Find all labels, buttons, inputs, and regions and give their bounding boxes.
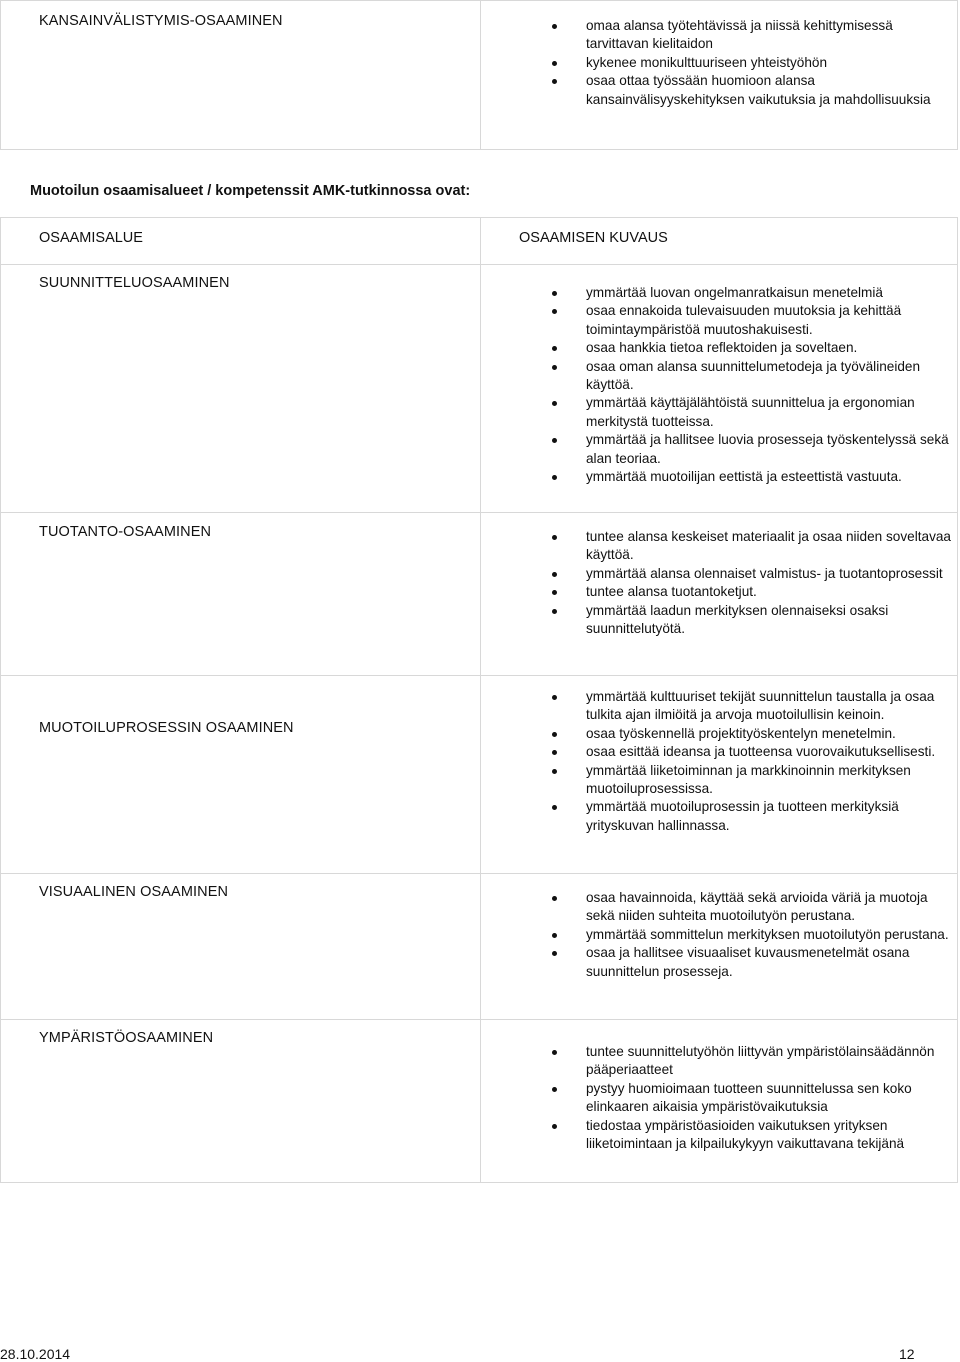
list-item: ymmärtää kulttuuriset tekijät suunnittelun taustalla ja osaa tulkita ajan ilmiöitä ja arvoja muotoilullisin keinoin. xyxy=(546,688,951,725)
area-cell xyxy=(1,676,481,873)
list-item: osaa havainnoida, käyttää sekä arvioida väriä ja muotoja sekä niiden suhteita muotoilutyön perustana. xyxy=(546,889,951,926)
list-item: osaa ennakoida tulevaisuuden muutoksia ja kehittää toimintaympäristöä muutoshakuisesti. xyxy=(546,302,951,339)
list-item: tuntee alansa tuotantoketjut. xyxy=(546,583,951,601)
description-list xyxy=(546,688,951,835)
competence-table xyxy=(0,217,958,1183)
area-cell xyxy=(1,265,481,512)
table-row xyxy=(1,512,957,675)
area-cell xyxy=(1,1,481,149)
list-item: tuntee suunnittelutyöhön liittyvän ympäristölainsäädännön pääperiaatteet xyxy=(546,1043,951,1080)
top-competence-table xyxy=(0,0,958,150)
table-row xyxy=(1,873,957,1019)
description-list xyxy=(546,1043,951,1153)
list-item: osaa oman alansa suunnittelumetodeja ja työvälineiden käyttöä. xyxy=(546,358,951,395)
table-header-row xyxy=(1,218,957,264)
description-list xyxy=(546,528,951,638)
table-row xyxy=(1,1019,957,1182)
area-label: TUOTANTO-OSAAMINEN xyxy=(39,524,212,540)
area-label: SUUNNITTELUOSAAMINEN xyxy=(39,275,230,291)
list-item: omaa alansa työtehtävissä ja niissä kehittymisessä tarvittavan kielitaidon xyxy=(546,17,951,54)
table-row xyxy=(1,264,957,512)
header-cell-area xyxy=(1,218,481,264)
table-row xyxy=(1,675,957,873)
header-label-description: OSAAMISEN KUVAUS xyxy=(519,230,668,246)
footer-date: 28.10.2014 xyxy=(0,1346,71,1362)
area-cell xyxy=(1,874,481,1019)
area-label: MUOTOILUPROSESSIN OSAAMINEN xyxy=(39,720,294,736)
description-list xyxy=(546,889,951,981)
list-item: ymmärtää sommittelun merkityksen muotoilutyön perustana. xyxy=(546,926,951,944)
area-cell xyxy=(1,513,481,675)
list-item: osaa esittää ideansa ja tuotteensa vuorovaikutuksellisesti. xyxy=(546,743,951,761)
list-item: ymmärtää muotoilijan eettistä ja esteettistä vastuuta. xyxy=(546,468,951,486)
list-item: ymmärtää alansa olennaiset valmistus- ja tuotantoprosessit xyxy=(546,565,951,583)
description-list xyxy=(546,17,951,109)
description-list xyxy=(546,284,951,486)
area-label: YMPÄRISTÖOSAAMINEN xyxy=(39,1030,214,1046)
table-row xyxy=(1,1,957,149)
page-number: 12 xyxy=(899,1346,915,1362)
list-item: ymmärtää laadun merkityksen olennaiseksi osaksi suunnittelutyötä. xyxy=(546,602,951,639)
list-item: osaa ottaa työssään huomioon alansa kansainvälisyyskehityksen vaikutuksia ja mahdollisuuksia xyxy=(546,72,951,109)
list-item: ymmärtää liiketoiminnan ja markkinoinnin merkityksen muotoiluprosessissa. xyxy=(546,762,951,799)
list-item: ymmärtää ja hallitsee luovia prosesseja työskentelyssä sekä alan teoriaa. xyxy=(546,431,951,468)
list-item: pystyy huomioimaan tuotteen suunnittelussa sen koko elinkaaren aikaisia ympäristövaikutuksia xyxy=(546,1080,951,1117)
area-cell xyxy=(1,1020,481,1182)
list-item: osaa työskennellä projektityöskentelyn menetelmin. xyxy=(546,725,951,743)
list-item: tuntee alansa keskeiset materiaalit ja osaa niiden soveltavaa käyttöä. xyxy=(546,528,951,565)
list-item: ymmärtää luovan ongelmanratkaisun menetelmiä xyxy=(546,284,951,302)
list-item: kykenee monikulttuuriseen yhteistyöhön xyxy=(546,54,951,72)
area-label: KANSAINVÄLISTYMIS-OSAAMINEN xyxy=(39,13,283,29)
area-label: VISUAALINEN OSAAMINEN xyxy=(39,884,229,900)
list-item: ymmärtää käyttäjälähtöistä suunnittelua ja ergonomian merkitystä tuotteissa. xyxy=(546,394,951,431)
header-label-area: OSAAMISALUE xyxy=(39,230,143,246)
list-item: osaa ja hallitsee visuaaliset kuvausmenetelmät osana suunnittelun prosesseja. xyxy=(546,944,951,981)
list-item: ymmärtää muotoiluprosessin ja tuotteen merkityksiä yrityskuvan hallinnassa. xyxy=(546,798,951,835)
list-item: osaa hankkia tietoa reflektoiden ja soveltaen. xyxy=(546,339,951,357)
list-item: tiedostaa ympäristöasioiden vaikutuksen yrityksen liiketoimintaan ja kilpailukykyyn vaikuttavana tekijänä xyxy=(546,1117,951,1154)
section-title: Muotoilun osaamisalueet / kompetenssit AMK-tutkinnossa ovat: xyxy=(30,183,471,199)
